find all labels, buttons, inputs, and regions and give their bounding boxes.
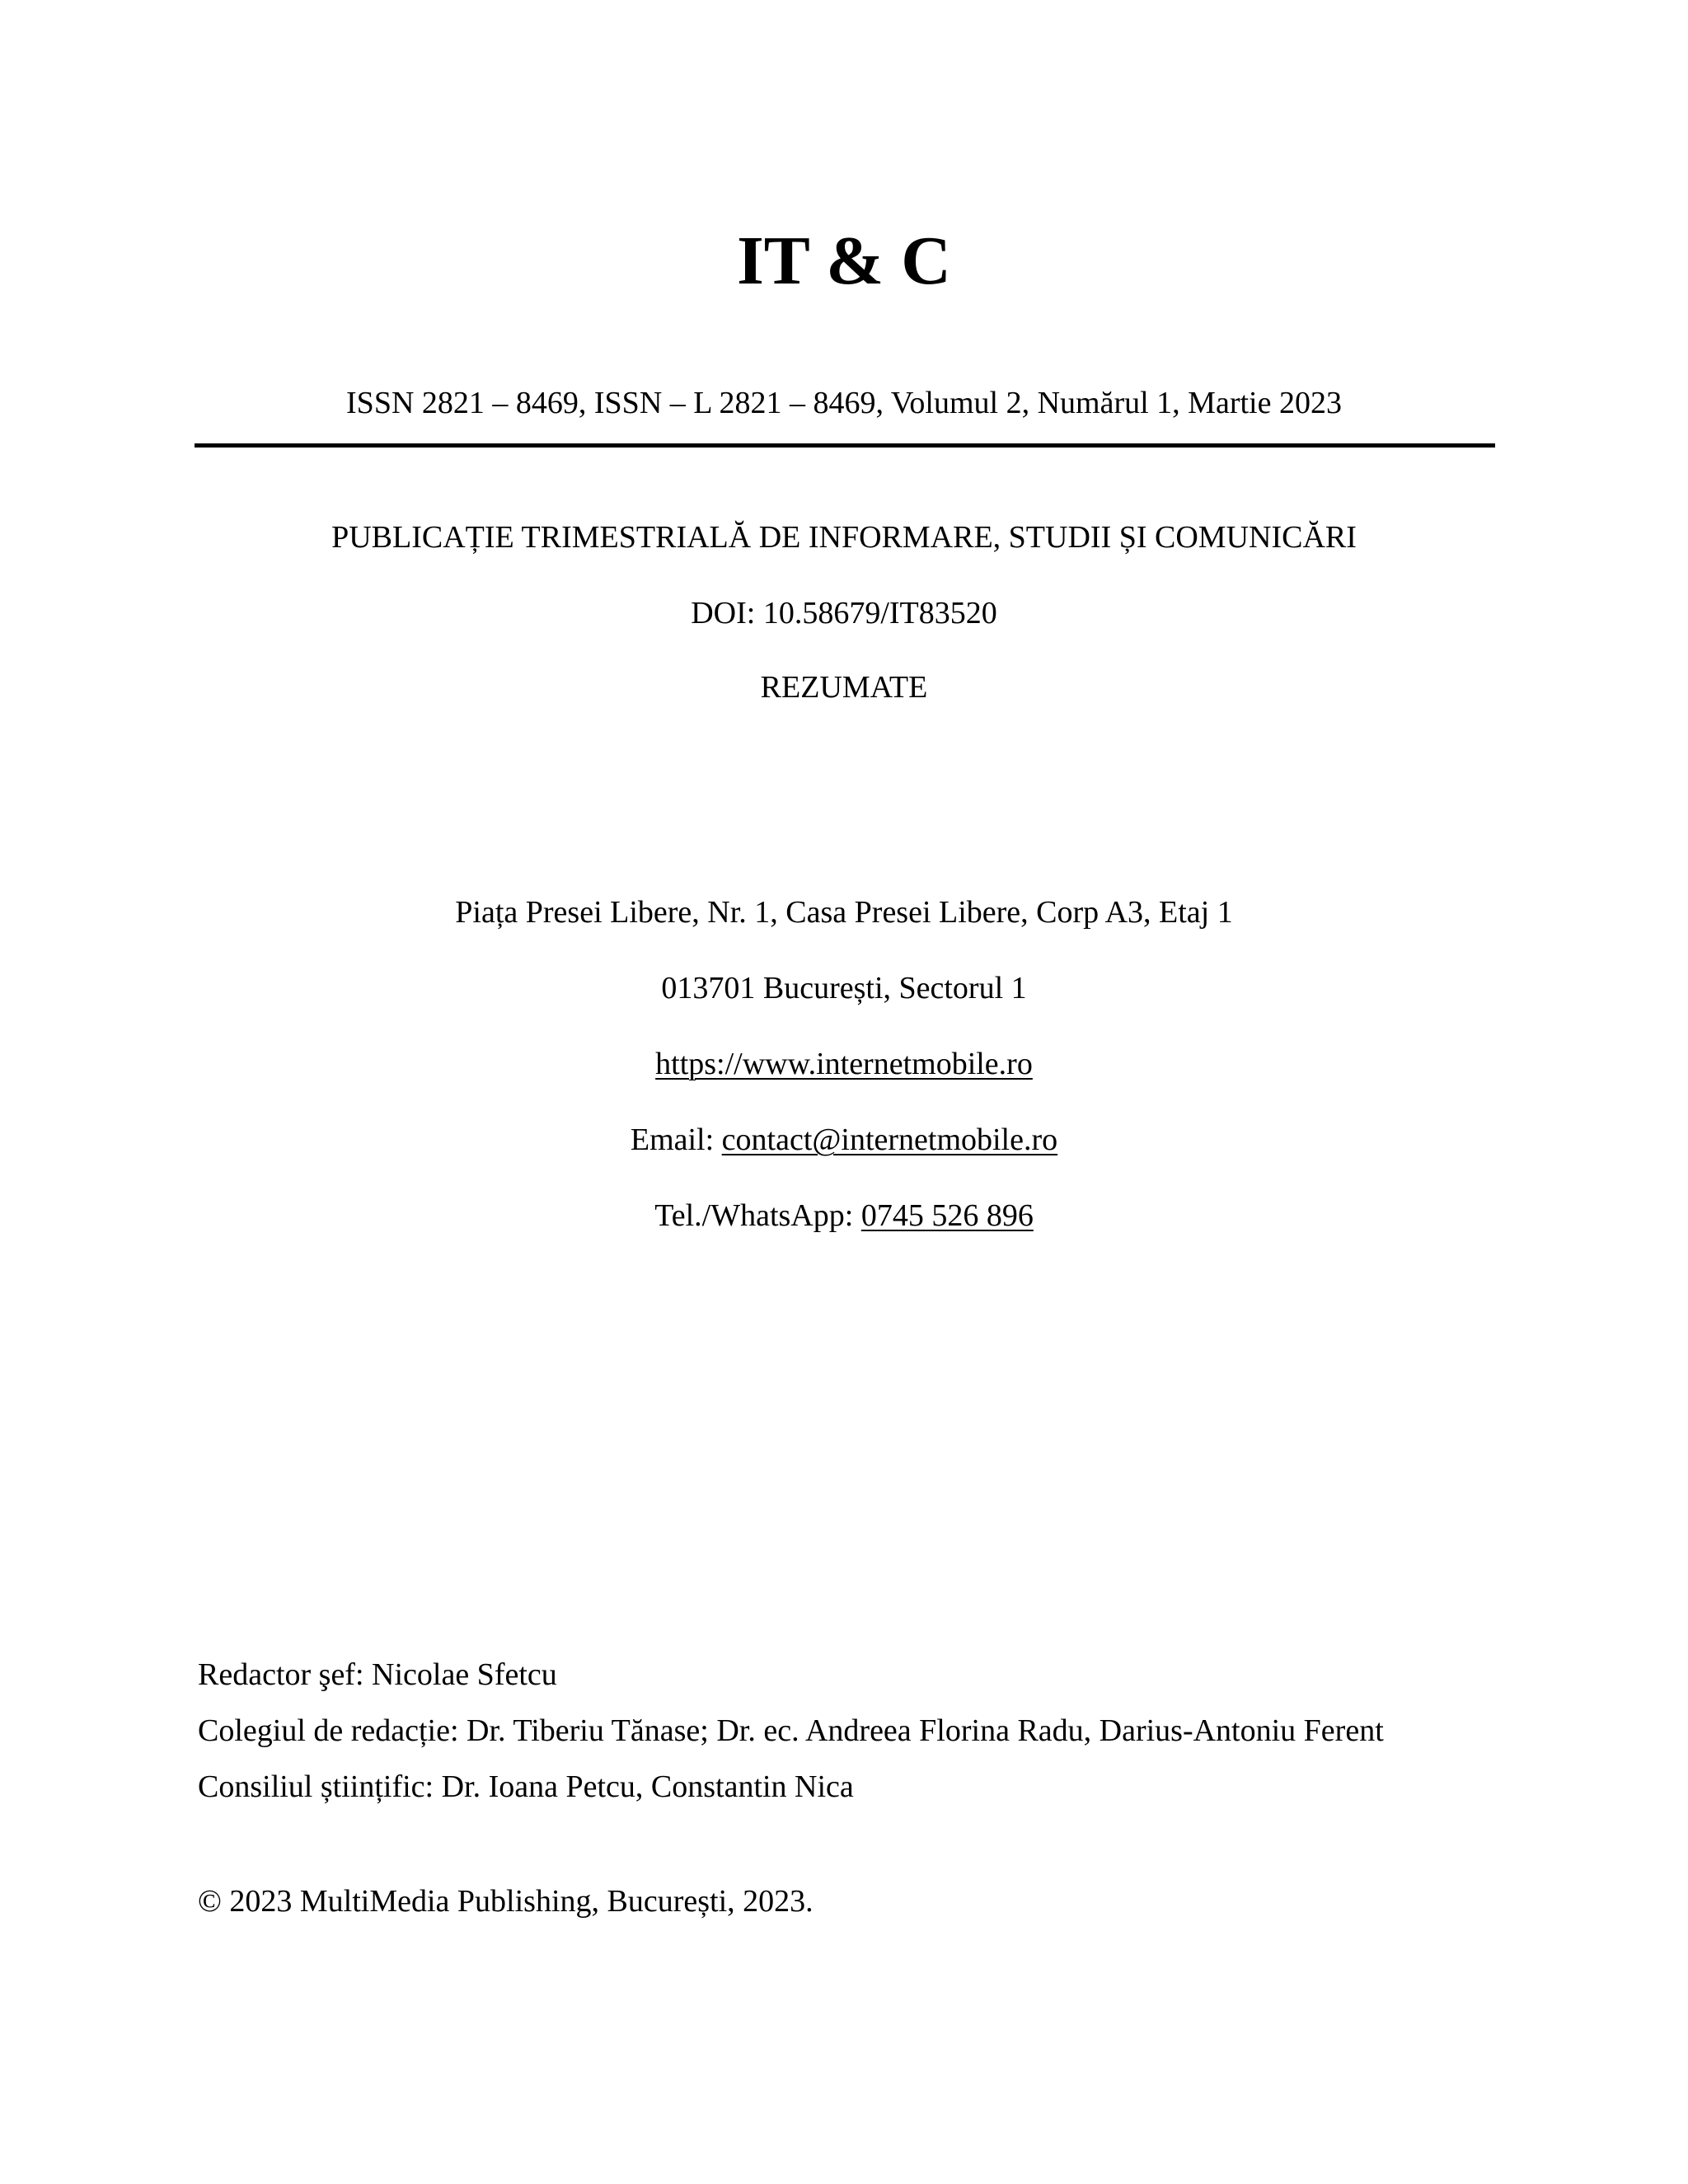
email-label: Email: xyxy=(630,1122,722,1157)
website-link[interactable]: https://www.internetmobile.ro xyxy=(655,1047,1033,1081)
phone-link[interactable]: 0745 526 896 xyxy=(860,1198,1034,1233)
issn-line: ISSN 2821 – 8469, ISSN – L 2821 – 8469, Volumul 2, Numărul 1, Martie 2023 xyxy=(346,386,1342,420)
phone-label: Tel./WhatsApp: xyxy=(654,1198,861,1233)
section-label: REZUMATE xyxy=(760,670,928,705)
copyright-notice: © 2023 MultiMedia Publishing, București, 2023. xyxy=(198,1884,814,1919)
scientific-council: Consiliul științific: Dr. Ioana Petcu, Constantin Nica xyxy=(198,1769,854,1804)
address-line-2: 013701 București, Sectorul 1 xyxy=(661,971,1027,1005)
journal-title: IT & C xyxy=(737,223,951,299)
phone-line xyxy=(0,1197,1688,1235)
address-line-1: Piața Presei Libere, Nr. 1, Casa Presei Libere, Corp A3, Etaj 1 xyxy=(455,895,1233,930)
publication-type: PUBLICAȚIE TRIMESTRIALĂ DE INFORMARE, STUDII ȘI COMUNICĂRI xyxy=(331,520,1357,555)
email-link[interactable]: contact@internetmobile.ro xyxy=(721,1122,1058,1157)
doi-line: DOI: 10.58679/IT83520 xyxy=(691,596,997,630)
header-divider xyxy=(195,443,1495,448)
editorial-board: Colegiul de redacție: Dr. Tiberiu Tănase; Dr. ec. Andreea Florina Radu, Darius-Antoniu Ferent xyxy=(198,1713,1384,1748)
email-line xyxy=(0,1122,1688,1160)
editor-in-chief: Redactor şef: Nicolae Sfetcu xyxy=(198,1657,557,1692)
website-line xyxy=(0,1046,1688,1084)
